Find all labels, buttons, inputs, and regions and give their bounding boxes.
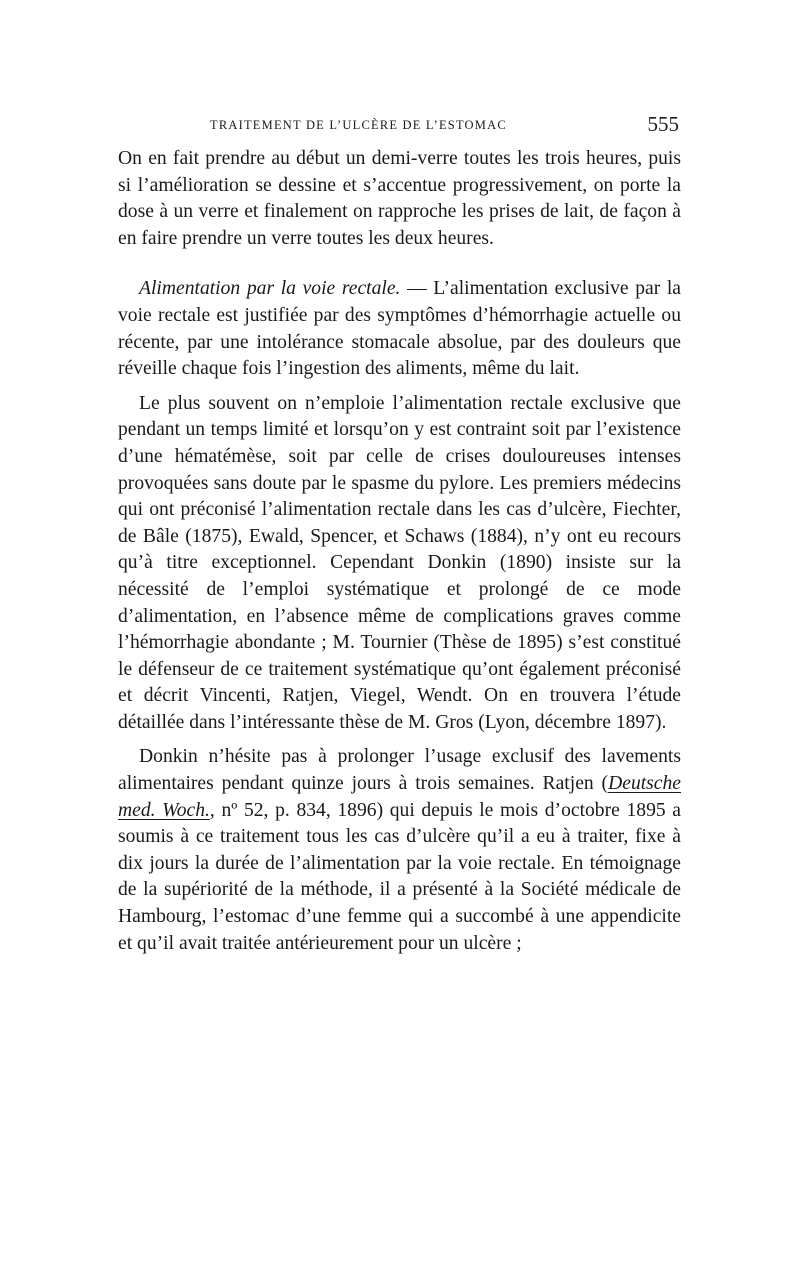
journal-citation: Deutsche med. Woch. [118, 773, 681, 821]
paragraph-rectal-feeding-history [118, 391, 681, 737]
paragraph-milk-dosage [118, 146, 681, 252]
paragraph-text: — L’alimentation exclusive par la voie rectale est justifiée par des symptômes d’hémorrhagie actuelle ou récente, par une intolérance stomacale absolue, par des douleurs que réveille chaque fois l’ingestion des aliments, même du lait. [118, 278, 681, 380]
paragraph-donkin-ratjen [118, 744, 681, 957]
paragraph-text: , nº 52, p. 834, 1896) qui depuis le mois d’octobre 1895 a soumis à ce traitement tous les cas d’ulcère qu’il a eu à traiter, fixe à dix jours la durée de l’alimentation par la voie rectale. En témoignage de la supériorité de la méthode, il a présenté à la Société médicale de Hambourg, l’estomac d’une femme qui a succombé à une appendicite et qu’il avait traitée antérieurement pour un ulcère ; [118, 799, 682, 954]
paragraph-rectal-feeding-intro [118, 276, 681, 382]
paragraph-text: On en fait prendre au début un demi-verre toutes les trois heures, puis si l’amélioration se dessine et s’accentue progressivement, on porte la dose à un verre et finalement on rapproche les prises de lait, de façon à en faire prendre un verre toutes les deux heures. [118, 148, 681, 249]
paragraph-text: Donkin n’hésite pas à prolonger l’usage exclusif des lavements alimentaires pendant quinze jours à trois semaines. Ratjen ( [118, 746, 681, 795]
paragraph-text: Le plus souvent on n’emploie l’alimentation rectale exclusive que pendant un temps limité et lorsqu’on y est contraint soit par l’existence d’une hématémèse, soit par celle de crises douloureuses intenses provoquées sans doute par le spasme du pylore. Les premiers médecins qui ont préconisé l’alimentation rectale dans les cas d’ulcère, Fiechter, de Bâle (1875), Ewald, Spencer, et Schaws (1884), n’y ont eu recours qu’à titre exceptionnel. Cependant Donkin (1890) insiste sur la nécessité de l’emploi systématique et prolongé de ce mode d’alimentation, en l’absence même de complications graves comme l’hémorrhagie abondante ; M. Tournier (Thèse de 1895) s’est constitué le défenseur de ce traitement systématique qu’ont également préconisé et décrit Vincenti, Ratjen, Viegel, Wendt. On en trouvera l’étude détaillée dans l’intéressante thèse de M. Gros (Lyon, décembre 1897). [118, 392, 681, 733]
running-head [118, 112, 681, 142]
section-title: Alimentation par la voie rectale. [139, 278, 401, 300]
running-title: TRAITEMENT DE L’ULCÈRE DE L’ESTOMAC [210, 118, 507, 132]
book-page [118, 112, 681, 957]
page-number: 555 [647, 112, 679, 136]
